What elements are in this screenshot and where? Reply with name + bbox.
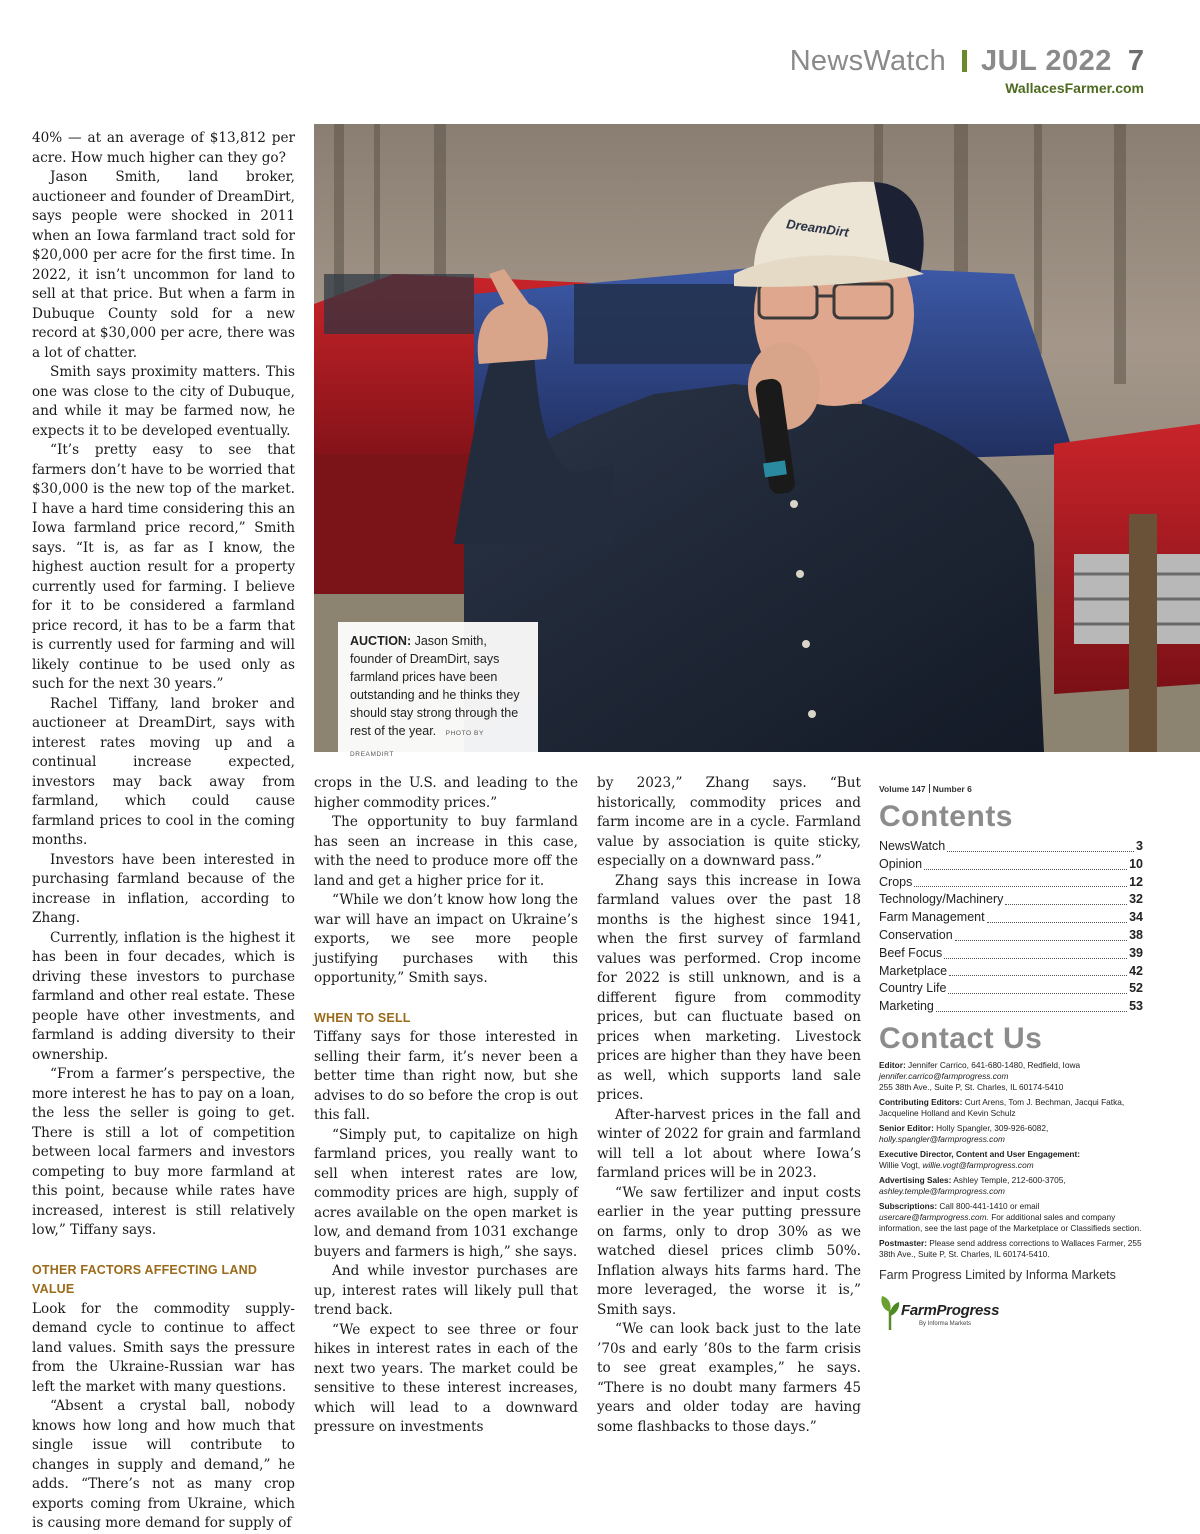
paragraph: Jason Smith, land broker, auctioneer and founder of DreamDirt, says people were shocked in 2011 when an Iowa farmland tract sold for $20,000 per acre for the first time. In 2022, it isn’t uncommon for land to sell at that price. But when a farm in Dubuque County sold for a new record at $30,000 per acre, there was a lot of chatter. (32, 169, 295, 361)
toc-page: 52 (1129, 981, 1143, 996)
contact-role: Editor: (879, 1059, 906, 1070)
subhead-other-factors: OTHER FACTORS AFFECTING LAND VALUE (32, 1262, 258, 1296)
contact-email[interactable]: usercare@farmprogress.com. (879, 1211, 989, 1222)
paragraph: “We saw fertilizer and input costs earlier in the year putting pressure on farms, only to drop 30% as we watched diesel prices climb 50%. Inflation always hits farms hard. The more leveraged, the worse it is,” Smith says. (597, 1184, 861, 1318)
contact-text: Willie Vogt, (879, 1159, 921, 1170)
logo-text: FarmProgress (901, 1301, 1000, 1319)
issue-date: JUL 2022 (981, 45, 1112, 77)
toc-item[interactable] (879, 909, 1143, 927)
toc-page: 38 (1129, 927, 1143, 942)
toc-page: 42 (1129, 963, 1143, 978)
contact-role: Contributing Editors: (879, 1096, 963, 1107)
toc-leader (955, 927, 1127, 941)
contact-text: Curt Arens, Tom J. Bechman, Jacqui Fatka, Jacqueline Holland and Kevin Schulz (879, 1096, 1125, 1118)
toc-label: Marketing (879, 999, 934, 1014)
contents-sidebar (879, 784, 1143, 1330)
toc-page: 53 (1129, 999, 1143, 1014)
paragraph: “Simply put, to capitalize on high farmland prices, you really want to sell when interest rates are low, commodity prices are high, supply of acres available on the open market is low, and demand from 1031 exchange buyers and farmers is high,” she says. (314, 1126, 578, 1260)
contact-executive-director (879, 1149, 1143, 1171)
paragraph: And while investor purchases are up, interest rates will likely pull that trend back. (314, 1263, 578, 1318)
logo-wordmark (901, 1294, 999, 1328)
contact-email[interactable]: jennifer.carrico@farmprogress.com (879, 1070, 1009, 1081)
caption-body: Jason Smith, founder of DreamDirt, says farmland prices have been outstanding and he thinks they should stay strong through the rest of the year. (350, 634, 520, 738)
contact-role: Advertising Sales: (879, 1174, 952, 1185)
toc-leader (1005, 891, 1127, 905)
toc-item[interactable] (879, 945, 1143, 963)
toc-leader (924, 856, 1127, 870)
contact-text: Please send address corrections to Wallaces Farmer, 255 38th Ave., Suite P, St. Charles, IL 60174-5410. (879, 1237, 1142, 1259)
contact-role: Senior Editor: (879, 1122, 934, 1133)
toc-label: Crops (879, 874, 913, 889)
site-url[interactable]: WallacesFarmer.com (1005, 80, 1144, 96)
leaf-icon (879, 1294, 901, 1330)
caption-text (350, 632, 526, 764)
paragraph: Look for the commodity supply-demand cycle to continue to affect land values. Smith says the pressure from the Ukraine-Russian war has left the market with many questions. (32, 1300, 295, 1395)
paragraph: “We expect to see three or four hikes in interest rates in each of the next two years. The market could be sensitive to these interest increases, which will lead to a downward pressure on investments (314, 1321, 578, 1435)
paragraph: by 2023,” Zhang says. “But historically, commodity prices and farm income are in a cycle. Farmland value by association is quite sticky, especially on a downward pass.” (597, 775, 861, 869)
page-number: 7 (1127, 45, 1144, 77)
volume-info (879, 784, 1143, 794)
toc-leader (949, 963, 1127, 977)
header-divider (962, 50, 967, 72)
toc-label: Opinion (879, 856, 923, 871)
toc-item[interactable] (879, 998, 1143, 1016)
caption-lead: AUCTION: (350, 634, 412, 648)
paragraph: Investors have been interested in purchasing farmland because of the increase in inflation, according to Zhang. (32, 851, 295, 926)
issue-number: Number 6 (932, 784, 972, 794)
toc-item[interactable] (879, 963, 1143, 981)
paragraph: “Absent a crystal ball, nobody knows how long and how much that single issue will contribute to changes in supply and demand,” he adds. “There’s not as many crop exports coming from Ukraine, which is causing more demand for supply of (32, 1398, 295, 1531)
toc-item[interactable] (879, 838, 1143, 856)
toc-label: Technology/Machinery (879, 892, 1004, 907)
toc-label: Beef Focus (879, 945, 943, 960)
subhead-when-to-sell: WHEN TO SELL (314, 1010, 411, 1025)
contact-text: Holly Spangler, 309-926-6082, (936, 1122, 1049, 1133)
paragraph: Currently, inflation is the highest it has been in four decades, which is driving these investors to purchase farmland and other real estate. These people have other investments, and farmland is adding diversity to their ownership. (32, 929, 295, 1063)
cap-logo-text: DreamDirt (785, 216, 850, 240)
contact-advertising (879, 1175, 1143, 1197)
contact-postmaster (879, 1238, 1143, 1260)
paragraph: “We can look back just to the late ’70s and early ’80s to the farm crisis to see great examples,” he says. “There is no doubt many farmers 45 years and older today are having some flashbacks to those days.” (597, 1321, 861, 1435)
farm-progress-logo (879, 1294, 1143, 1330)
toc-label: Conservation (879, 927, 953, 942)
table-of-contents (879, 838, 1143, 1016)
toc-label: Marketplace (879, 963, 948, 978)
toc-label: NewsWatch (879, 839, 946, 853)
paragraph: Zhang says this increase in Iowa farmland values over the past 18 months is the highest since 1941, when the first survey of farmland values was performed. Crop income for 2022 is still unknown, and is a different figure from commodity prices, but can fluctuate based on prices when marketing. Livestock prices are higher than they have been as well, which supports land sale prices. (597, 872, 861, 1103)
page-header (790, 44, 1144, 96)
contact-subscriptions (879, 1201, 1143, 1234)
photo-caption (338, 622, 538, 758)
toc-leader (987, 909, 1127, 923)
volume-number: Volume 147 (879, 784, 926, 794)
contact-extra: For additional sales and company information, see the last page of the Marketplace or Classifieds section. (879, 1211, 1142, 1233)
toc-page: 12 (1129, 874, 1143, 889)
toc-leader (936, 998, 1127, 1012)
contents-title: Contents (879, 800, 1013, 833)
contact-senior-editor (879, 1123, 1143, 1145)
toc-leader (944, 945, 1127, 959)
article-column-1 (32, 129, 295, 1534)
toc-page: 39 (1129, 945, 1143, 960)
toc-label: Farm Management (879, 910, 985, 925)
logo-subtext: By Informa Markets (919, 1320, 972, 1327)
contact-role: Subscriptions: (879, 1200, 938, 1211)
header-row (790, 44, 1144, 78)
paragraph: “While we don’t know how long the war will have an impact on Ukraine’s exports, we see more people justifying purchases with this opportunity,” Smith says. (314, 892, 578, 986)
publisher-line: Farm Progress Limited by Informa Markets (879, 1267, 1116, 1282)
toc-page: 32 (1129, 892, 1143, 907)
contact-email[interactable]: holly.spangler@farmprogress.com (879, 1133, 1005, 1144)
contact-email[interactable]: ashley.temple@farmprogress.com (879, 1185, 1005, 1196)
toc-page: 3 (1136, 839, 1143, 853)
toc-leader (947, 838, 1134, 852)
paragraph: Tiffany says for those interested in selling their farm, it’s never been a better time than right now, but she advises to do so before the crop is out this fall. (314, 1029, 578, 1123)
paragraph: The opportunity to buy farmland has seen an increase in this case, with the need to produce more off the land and get a higher price for it. (314, 814, 578, 889)
section-name: NewsWatch (789, 45, 947, 77)
toc-item[interactable] (879, 980, 1143, 998)
toc-label: Country Life (879, 981, 947, 996)
contact-extra: 255 38th Ave., Suite P, St. Charles, IL 60174-5410 (879, 1081, 1064, 1092)
contact-text: Ashley Temple, 212-600-3705, (953, 1174, 1066, 1185)
paragraph: crops in the U.S. and leading to the higher commodity prices.” (314, 775, 578, 811)
contact-role: Postmaster: (879, 1237, 927, 1248)
contact-text: Jennifer Carrico, 641-680-1480, Redfield, Iowa (908, 1059, 1081, 1070)
photo-credit: PHOTO BY DREAMDIRT (350, 730, 484, 758)
toc-item[interactable] (879, 874, 1143, 892)
toc-page: 34 (1129, 910, 1143, 925)
contact-email[interactable]: willie.vogt@farmprogress.com (922, 1159, 1034, 1170)
paragraph: Smith says proximity matters. This one was close to the city of Dubuque, and while it may be farmed now, he expects it to be developed eventually. (32, 364, 295, 439)
toc-leader (914, 874, 1127, 888)
contact-text: Call 800-441-1410 or email (939, 1200, 1040, 1211)
paragraph: “It’s pretty easy to see that farmers don’t have to be worried that $30,000 is the new top of the market. I have a hard time considering this an Iowa farmland price record,” Smith says. “It is, as far as I know, the highest auction result for a property currently used for farming. I believe for it to be considered a farmland price record, it has to be a farm that is currently used for farming and will likely continue to be used only as such for the next 30 years.” (32, 442, 295, 692)
paragraph: Rachel Tiffany, land broker and auctioneer at DreamDirt, says with interest rates moving up and a continual increase expected, investors may back away from farmland, which could cause farmland prices to cool in the coming months. (32, 695, 295, 848)
contact-contributing-editors (879, 1097, 1143, 1119)
paragraph: “From a farmer’s perspective, the more interest he has to pay on a loan, the less the seller is going to get. There is still a lot of competition between local farmers and investors competing to buy more farmland at this point, because while rates have increased, interest is still relatively low,” Tiffany says. (32, 1066, 295, 1238)
contact-role: Executive Director, Content and User Engagement: (879, 1148, 1081, 1159)
toc-item[interactable] (879, 856, 1143, 874)
article-column-2 (314, 774, 578, 1438)
toc-leader (948, 980, 1127, 994)
volume-divider (929, 784, 930, 793)
contact-title: Contact Us (879, 1021, 1043, 1055)
toc-page: 10 (1129, 856, 1143, 871)
paragraph: After-harvest prices in the fall and winter of 2022 for grain and farmland will tell a lot about where Iowa’s farmland prices will be in 2023. (597, 1106, 861, 1181)
article-column-3 (597, 774, 861, 1437)
contact-editor (879, 1060, 1143, 1093)
paragraph: 40% — at an average of $13,812 per acre. How much higher can they go? (32, 130, 295, 166)
toc-item[interactable] (879, 927, 1143, 945)
toc-item[interactable] (879, 891, 1143, 909)
